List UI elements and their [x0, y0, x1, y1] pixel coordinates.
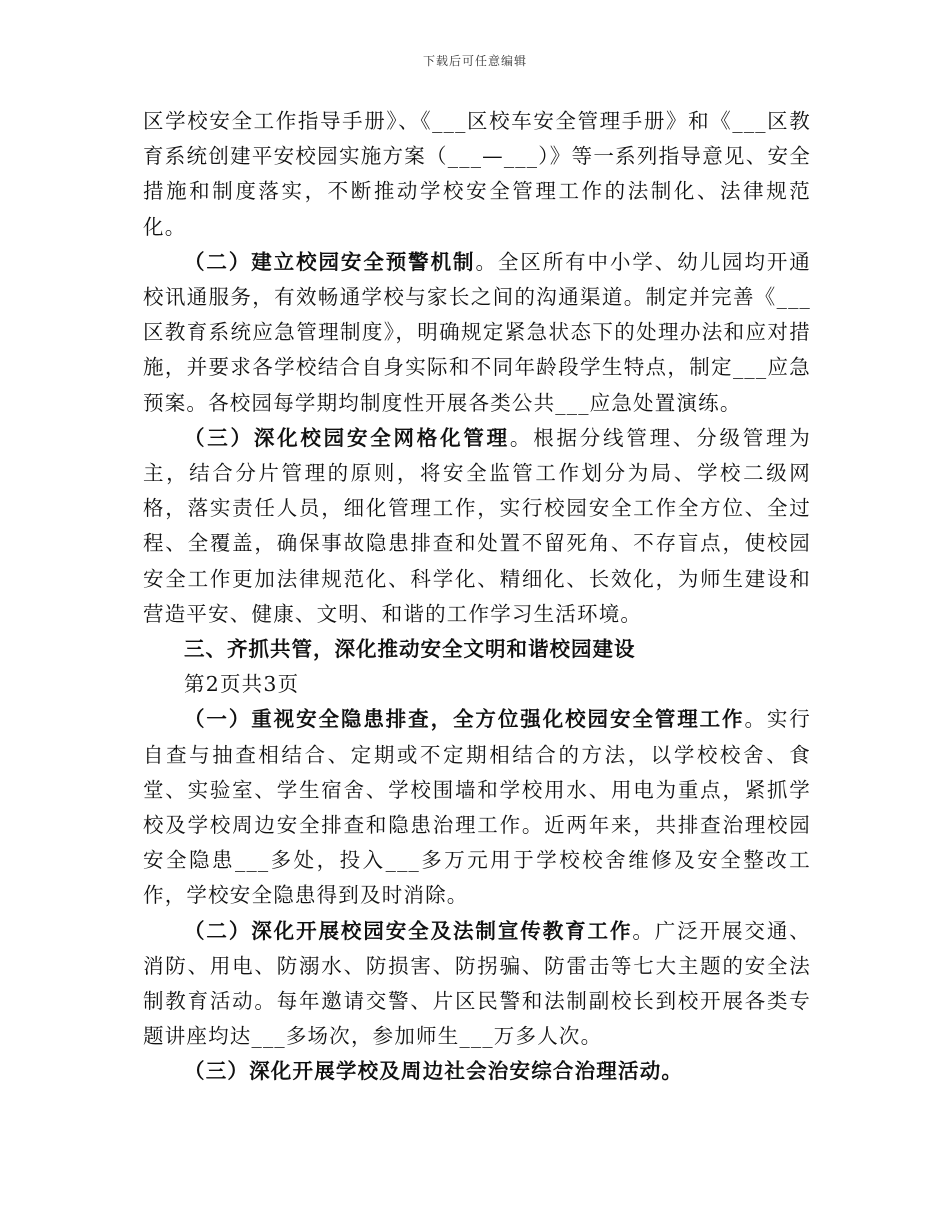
paragraph-text: 。全区所有中小学、幼儿园均开通校讯通服务，有效畅通学校与家长之间的沟通渠道。制定并完善《___区教育系统应急管理制度》，明确规定紧急状态下的处理办法和应对措施，并要求各学校结合自身实际和不同年龄段学生特点，制定___应急预案。各校园每学期均制度性开展各类公共___应急处置演练。 — [143, 249, 811, 415]
paragraph-lead: （二）深化开展校园安全及法制宣传教育工作 — [184, 918, 633, 943]
document-body — [143, 104, 811, 1090]
paragraph-early-warning — [143, 245, 811, 421]
paragraph-hazard-inspection — [143, 702, 811, 913]
paragraph-text: 。根据分线管理、分级管理为主，结合分片管理的原则，将安全监管工作划分为局、学校二级网格，落实责任人员，细化管理工作，实行校园安全工作全方位、全过程、全覆盖，确保事故隐患排查和处置不留死角、不存盲点，使校园安全工作更加法律规范化、科学化、精细化、长效化，为师生建设和营造平安、健康、文明、和谐的工作学习生活环境。 — [143, 425, 811, 626]
paragraph-grid-management — [143, 421, 811, 632]
paragraph-public-order — [143, 1054, 811, 1089]
paragraph-safety-education — [143, 914, 811, 1055]
paragraph-lead: （三）深化校园安全网格化管理 — [184, 425, 510, 450]
paragraph-lead: （二）建立校园安全预警机制 — [184, 249, 476, 274]
page-header-note: 下载后可任意编辑 — [422, 54, 527, 68]
paragraph-continuation: 区学校安全工作指导手册》、《___区校车安全管理手册》和《___区教育系统创建平安校园实施方案（___—___）》等一系列指导意见、安全措施和制度落实，不断推动学校安全管理工作的法制化、法律规范化。 — [143, 109, 811, 239]
paragraph-lead: （一）重视安全隐患排查，全方位强化校园安全管理工作 — [184, 707, 745, 732]
paragraph-text: 。广泛开展交通、消防、用电、防溺水、防损害、防拐骗、防雷击等七大主题的安全法制教育活动。每年邀请交警、片区民警和法制副校长到校开展各类专题讲座均达___多场次，参加师生___万多人次。 — [143, 918, 812, 1049]
page-number: 第2页共3页 — [184, 672, 300, 697]
paragraph-text: 。实行自查与抽查相结合、定期或不定期相结合的方法，以学校校舍、食堂、实验室、学生宿舍、学校围墙和学校用水、用电为重点，紧抓学校及学校周边安全排查和隐患治理工作。近两年来，共排查治理校园安全隐患___多处，投入___多万元用于学校校舍维修及安全整改工作，学校安全隐患得到及时消除。 — [143, 707, 811, 908]
section-heading: 三、齐抓共管，深化推动安全文明和谐校园建设 — [184, 637, 636, 662]
paragraph-lead: （三）深化开展学校及周边社会治安综合治理活动。 — [184, 1059, 684, 1084]
